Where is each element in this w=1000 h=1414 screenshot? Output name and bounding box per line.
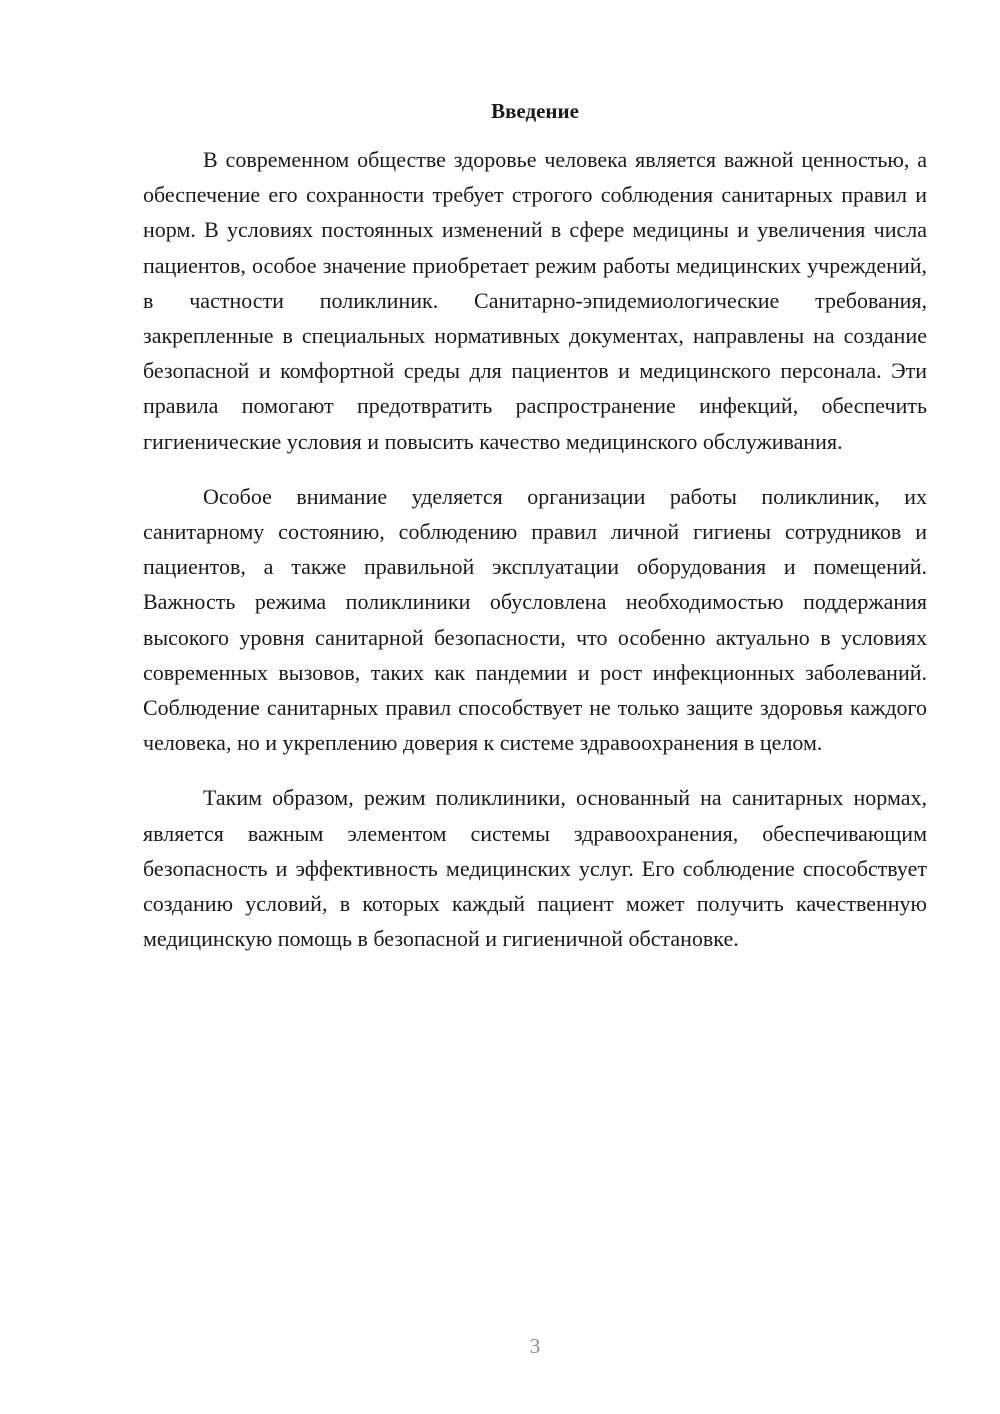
paragraph-2: Особое внимание уделяется организации работы поликлиник, их санитарному состоянию, соблюдению правил личной гигиены сотрудников и пациентов, а также правильной эксплуатации оборудования и помещений. Важность режима поликлиники обусловлена необходимостью поддержания высокого уровня санитарной безопасности, что особенно актуально в условиях современных вызовов, таких как пандемии и рост инфекционных заболеваний. Соблюдение санитарных правил способствует не только защите здоровья каждого человека, но и укреплению доверия к системе здравоохранения в целом. xyxy=(143,483,927,756)
document-body xyxy=(143,96,927,956)
section-heading: Введение xyxy=(491,99,579,123)
page-number: 3 xyxy=(529,1334,541,1358)
paragraph-3: Таким образом, режим поликлиники, основанный на санитарных нормах, является важным элементом системы здравоохранения, обеспечивающим безопасность и эффективность медицинских услуг. Его соблюдение способствует созданию условий, в которых каждый пациент может получить качественную медицинскую помощь в безопасной и гигиеничной обстановке. xyxy=(143,785,927,952)
paragraph-1: В современном обществе здоровье человека является важной ценностью, а обеспечение его сохранности требует строгого соблюдения санитарных правил и норм. В условиях постоянных изменений в сфере медицины и увеличения числа пациентов, особое значение приобретает режим работы медицинских учреждений, в частности поликлиник. Санитарно-эпидемиологические требования, закрепленные в специальных нормативных документах, направлены на создание безопасной и комфортной среды для пациентов и медицинского персонала. Эти правила помогают предотвратить распространение инфекций, обеспечить гигиенические условия и повысить качество медицинского обслуживания. xyxy=(143,147,927,454)
